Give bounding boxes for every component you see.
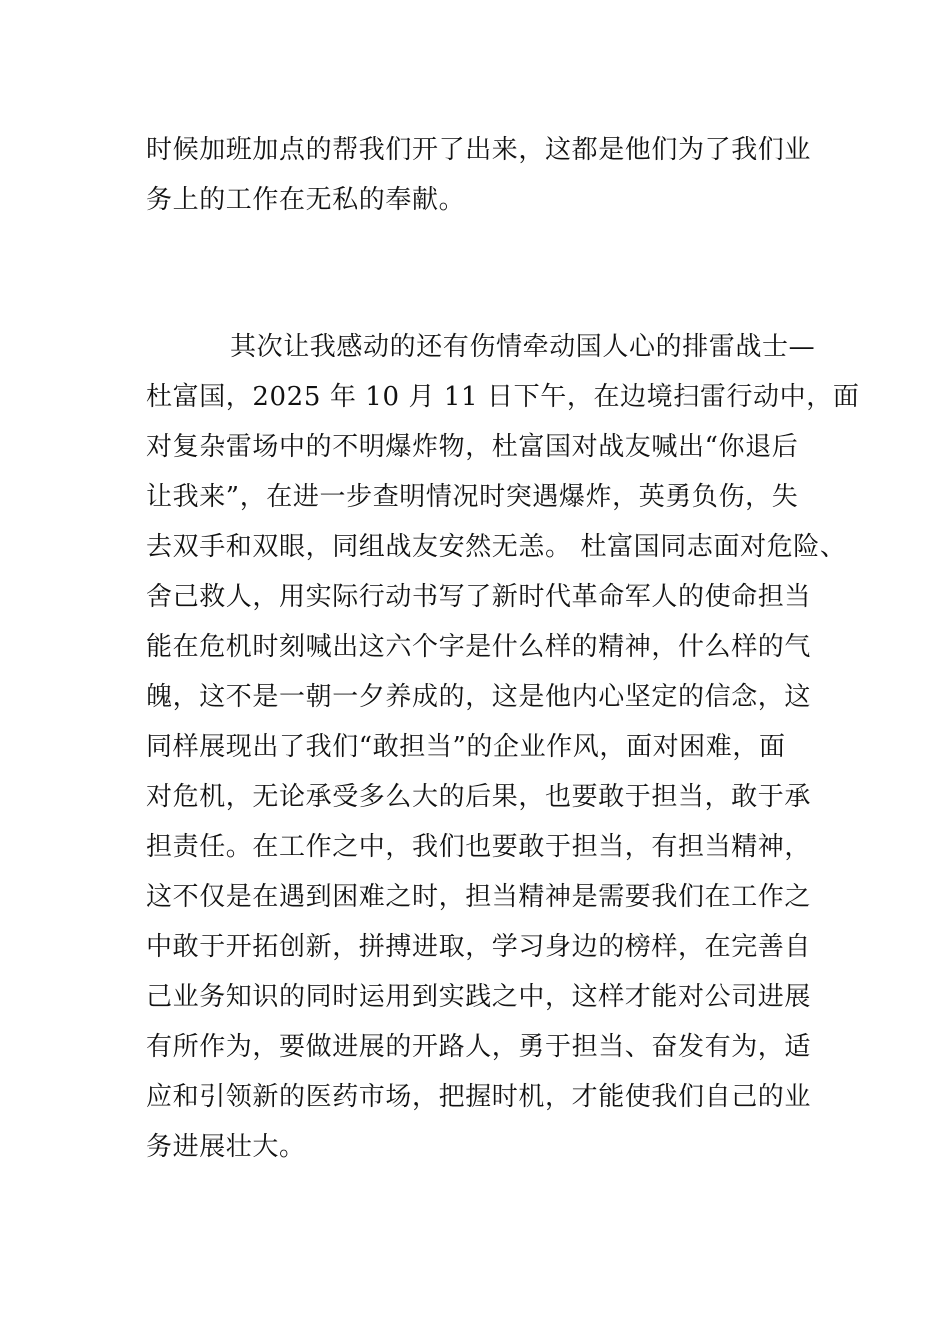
text-line: 时候加班加点的帮我们开了出来，这都是他们为了我们业 — [146, 135, 812, 165]
text-line: 能在危机时刻喊出这六个字是什么样的精神，什么样的气 — [146, 632, 812, 662]
text-line: 担责任。在工作之中，我们也要敢于担当，有担当精神， — [146, 832, 812, 862]
text-line: 对危机，无论承受多么大的后果，也要敢于担当，敢于承 — [146, 782, 812, 812]
text-line: 舍己救人，用实际行动书写了新时代革命军人的使命担当 — [146, 582, 812, 612]
text-line: 有所作为，要做进展的开路人，勇于担当、奋发有为，适 — [146, 1032, 812, 1062]
text-line: 同样展现出了我们“敢担当”的企业作风，面对困难，面 — [146, 732, 786, 762]
text-line: 这不仅是在遇到困难之时，担当精神是需要我们在工作之 — [146, 882, 812, 912]
text-line: 务进展壮大。 — [146, 1132, 306, 1162]
text-line: 己业务知识的同时运用到实践之中，这样才能对公司进展 — [146, 982, 812, 1012]
text-line: 其次让我感动的还有伤情牵动国人心的排雷战士— — [230, 332, 816, 362]
text-line: 中敢于开拓创新，拼搏进取，学习身边的榜样，在完善自 — [146, 932, 812, 962]
text-line: 务上的工作在无私的奉献。 — [146, 185, 466, 215]
text-line: 让我来”，在进一步查明情况时突遇爆炸，英勇负伤，失 — [146, 482, 799, 512]
text-line: 魄，这不是一朝一夕养成的，这是他内心坚定的信念，这 — [146, 682, 812, 712]
text-line: 对复杂雷场中的不明爆炸物，杜富国对战友喊出“你退后 — [146, 432, 799, 462]
text-line: 去双手和双眼，同组战友安然无恙。 杜富国同志面对危险、 — [146, 532, 847, 562]
text-line: 应和引领新的医药市场，把握时机，才能使我们自己的业 — [146, 1082, 812, 1112]
text-line: 杜富国，2025 年 10 月 11 日下午，在边境扫雷行动中，面 — [146, 382, 860, 412]
